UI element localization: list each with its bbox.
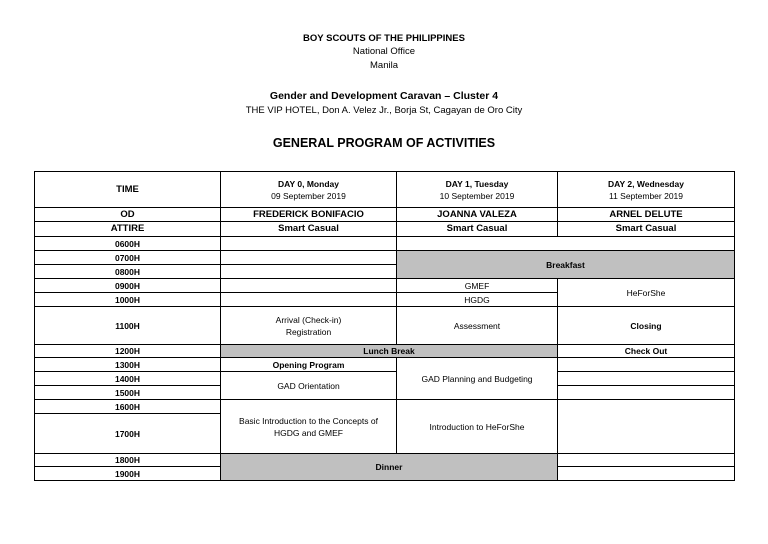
time-cell: 0900H [35,279,221,293]
time-cell: 1100H [35,307,221,345]
day-0-name: DAY 0, Monday [278,178,339,189]
lunch-break-cell: Lunch Break [221,345,558,358]
organization-name: BOY SCOUTS OF THE PHILIPPINES [303,33,465,44]
day-0-od: FREDERICK BONIFACIO [221,208,397,222]
day-2-header [558,172,735,208]
empty-cell [558,400,735,454]
empty-cell [221,265,397,279]
arrival-text: Arrival (Check-in) [275,314,342,325]
empty-cell [221,251,397,265]
empty-cell [558,358,735,372]
table-row [35,345,735,358]
day-2-attire: Smart Casual [558,222,735,237]
table-row [35,307,735,345]
basic-intro-line-2: HGDG and GMEF [274,427,343,438]
attire-label: ATTIRE [35,222,221,237]
time-cell: 1900H [35,467,221,481]
empty-cell [558,386,735,400]
empty-cell [221,237,397,251]
od-label: OD [35,208,221,222]
time-cell: 1800H [35,454,221,467]
dinner-cell: Dinner [221,454,558,481]
day-2-od: ARNEL DELUTE [558,208,735,222]
table-row [35,400,735,414]
day-1-name: DAY 1, Tuesday [445,178,509,189]
day-2-date: 11 September 2019 [608,190,684,201]
venue-address: THE VIP HOTEL, Don A. Velez Jr., Borja St, Cagayan de Oro City [245,105,523,116]
empty-cell [397,237,735,251]
time-cell: 1000H [35,293,221,307]
time-cell: 1700H [35,414,221,454]
time-cell: 1200H [35,345,221,358]
attire-row [35,222,735,237]
time-header: TIME [35,172,221,208]
day-1-date: 10 September 2019 [439,190,515,201]
empty-cell [558,372,735,386]
gad-planning-cell: GAD Planning and Budgeting [397,358,558,400]
hgdg-cell: HGDG [397,293,558,307]
intro-heforshe-cell: Introduction to HeForShe [397,400,558,454]
city-name: Manila [370,60,398,71]
empty-cell [221,293,397,307]
day-0-date: 09 September 2019 [271,190,346,201]
day-1-attire: Smart Casual [397,222,558,237]
empty-cell [558,454,735,467]
time-cell: 0700H [35,251,221,265]
day-1-od: JOANNA VALEZA [397,208,558,222]
empty-cell [558,467,735,481]
day-0-attire: Smart Casual [221,222,397,237]
gmef-cell: GMEF [397,279,558,293]
basic-intro-line-1: Basic Introduction to the Concepts of [239,415,378,426]
gad-orientation-cell: GAD Orientation [221,372,397,400]
event-title: Gender and Development Caravan – Cluster 4 [269,90,499,102]
time-cell: 1500H [35,386,221,400]
time-cell: 0600H [35,237,221,251]
breakfast-cell: Breakfast [397,251,735,279]
table-header-row [35,172,735,208]
day-0-header [221,172,397,208]
opening-program-cell: Opening Program [221,358,397,372]
od-row [35,208,735,222]
check-out-cell: Check Out [558,345,735,358]
schedule-table [34,171,735,481]
basic-intro-cell [221,400,397,454]
heforshe-cell: HeForShe [558,279,735,307]
registration-text: Registration [285,326,332,337]
day-1-header [397,172,558,208]
program-title: GENERAL PROGRAM OF ACTIVITIES [272,136,496,150]
day-2-name: DAY 2, Wednesday [608,178,684,189]
time-cell: 1300H [35,358,221,372]
closing-cell: Closing [558,307,735,345]
office-name: National Office [352,46,416,57]
time-cell: 0800H [35,265,221,279]
arrival-registration-cell [221,307,397,345]
time-cell: 1400H [35,372,221,386]
table-row [35,358,735,372]
table-row [35,279,735,293]
table-row [35,251,735,265]
empty-cell [221,279,397,293]
table-row [35,454,735,467]
assessment-cell: Assessment [397,307,558,345]
table-row [35,372,735,386]
time-cell: 1600H [35,400,221,414]
table-row [35,237,735,251]
